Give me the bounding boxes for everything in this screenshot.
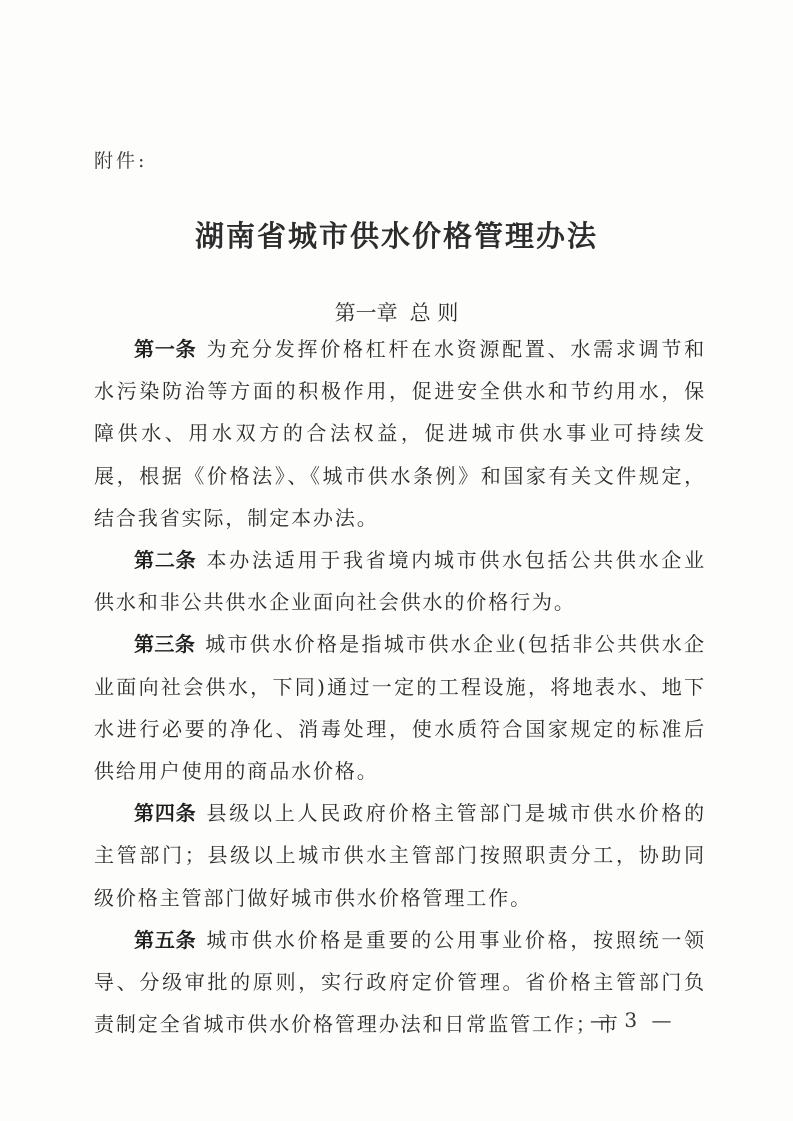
article-label: 第四条	[134, 801, 197, 826]
article-label: 第二条	[134, 548, 197, 573]
article-label: 第五条	[134, 927, 197, 952]
article-4	[94, 792, 706, 919]
chapter-name: 总 则	[409, 301, 459, 325]
article-text: 城市供水价格是指城市供水企业(包括非公共供水企业面向社会供水，下同)通过一定的工程设施，将地表水、地下水进行必要的净化、消毒处理，使水质符合国家规定的标准后供给用户使用的商品水价格。	[94, 632, 706, 784]
article-label: 第一条	[134, 337, 197, 361]
article-3	[94, 623, 706, 792]
document-body	[94, 328, 706, 1045]
article-text: 为充分发挥价格杠杆在水资源配置、水需求调节和水污染防治等方面的积极作用，促进安全供水和节约用水，保障供水、用水双方的合法权益，促进城市供水事业可持续发展，根据《价格法》、《城市供水条例》和国家有关文件规定，结合我省实际，制定本办法。	[94, 337, 706, 530]
article-label: 第三条	[134, 632, 196, 657]
article-1	[94, 328, 706, 539]
page-number: — 3 —	[590, 1008, 676, 1032]
chapter-heading	[0, 297, 793, 327]
chapter-number: 第一章	[334, 301, 398, 325]
article-text: 本办法适用于我省境内城市供水包括公共供水企业供水和非公共供水企业面向社会供水的价格行为。	[94, 548, 706, 615]
article-text: 县级以上人民政府价格主管部门是城市供水价格的主管部门；县级以上城市供水主管部门按照职责分工，协助同级价格主管部门做好城市供水价格管理工作。	[94, 801, 706, 910]
attachment-label: 附件:	[94, 150, 148, 172]
article-2	[94, 539, 706, 623]
article-text: 城市供水价格是重要的公用事业价格，按照统一领导、分级审批的原则，实行政府定价管理。省价格主管部门负责制定全省城市供水价格管理办法和日常监管工作；市	[94, 927, 706, 1037]
document-title: 湖南省城市供水价格管理办法	[194, 219, 598, 253]
